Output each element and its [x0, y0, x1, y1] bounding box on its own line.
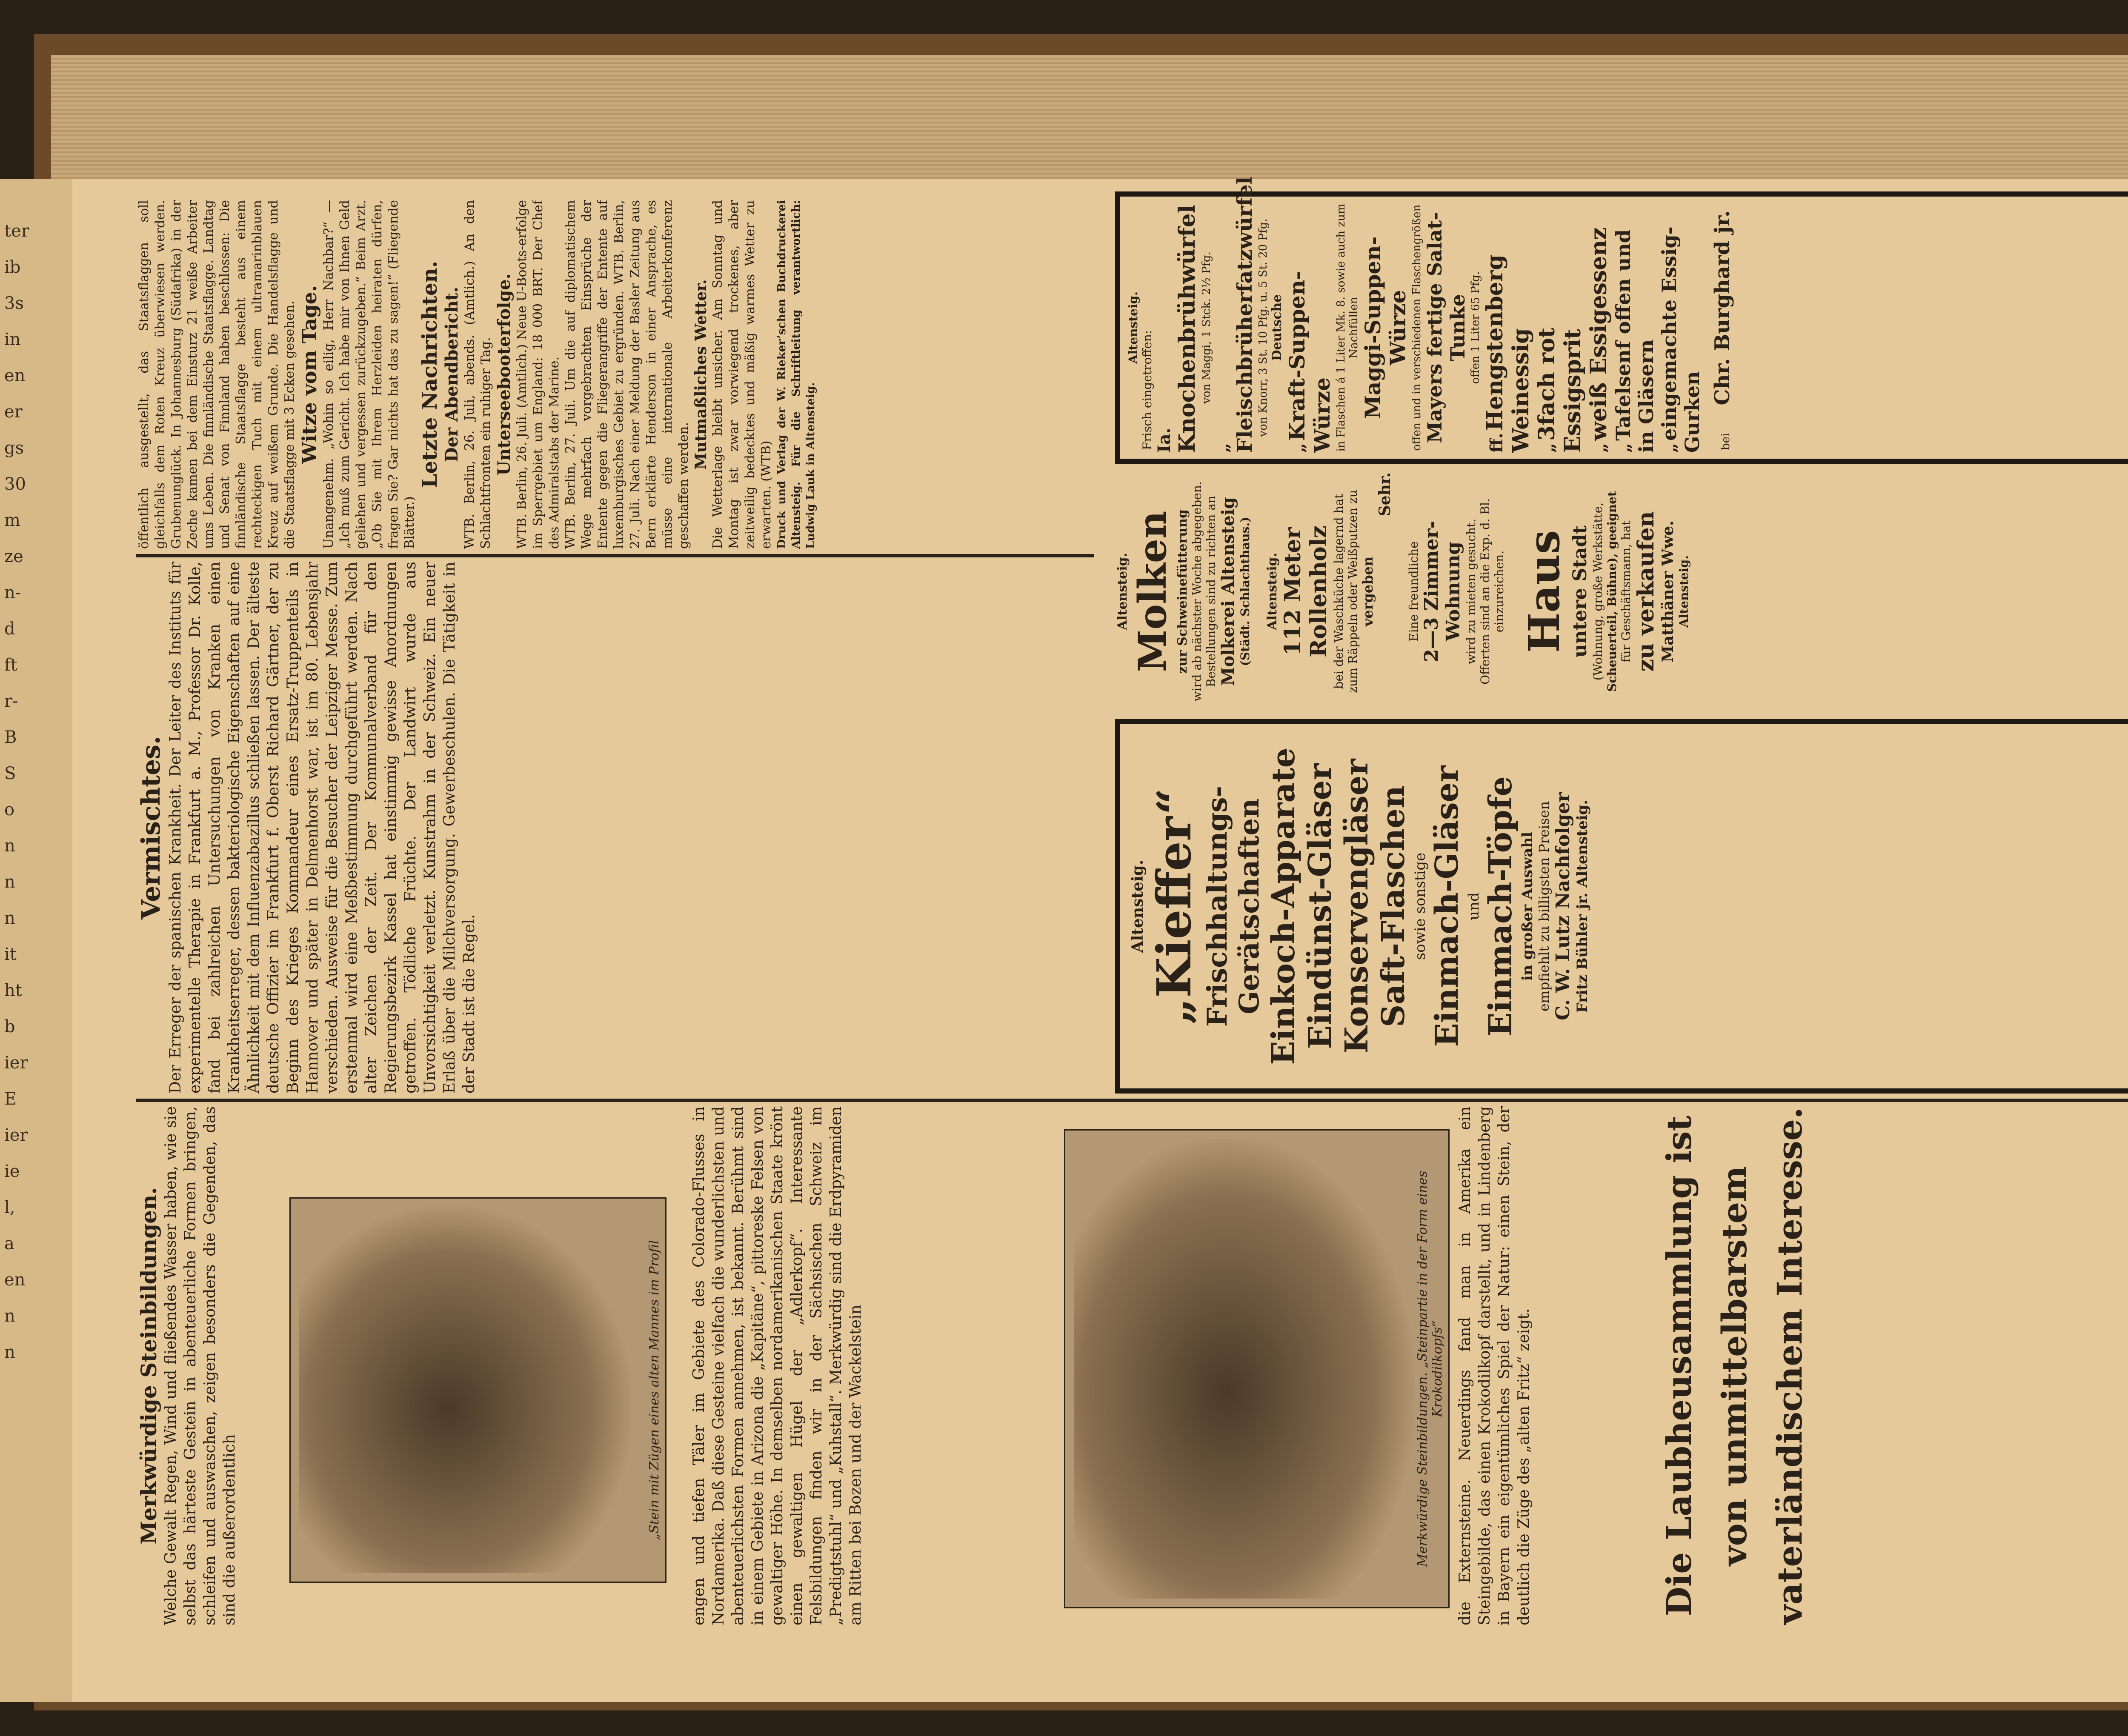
ad-burghard	[1115, 177, 2128, 464]
article-text-vermischtes: Der Erreger der spanischen Krankheit. Der Leiter des Instituts für experimentelle Therapie in Frankfurt a. M., Professor Dr. Kolle, fand bei zahlreichen Untersuchungen von Kranken einen Krankheitserreger, dessen bakteriologische Eigenschaften auf eine Ähnlichkeit mit dem Influenzabazillus schließen lassen. Der älteste deutsche Offizier im Frankfurt f. Oberst Richard Gärtner, der zu Beginn des Krieges Kommandeur eines Ersatz-Truppenteils in Hannover und später in Delmenhorst war, ist im 80. Lebensjahr verschieden. Ausweise für die Besucher der Leipziger Messe. Zum erstenmal wird eine Meßbestimmung durchgeführt werden. Nach alter Zeichen der Zeit. Der Kommunalverband für den Regierungsbezirk Kassel hat einstimmig gewisse Anordnungen getroffen. Tödliche Früchte. Der Landwirt wurde aus Unvorsichtigkeit verletzt. Kunstrahm in der Schweiz. Ein neuer Erlaß über die Milchversorgung. Gewerbeschulen. Die Tätigkeit in der Stadt ist die Regel.	[167, 562, 478, 1094]
laubheu-title: Die Laubheusammlung ist von unmittelbarstem vaterländischem Interesse.	[1659, 1107, 1810, 1625]
ad-line: wird ab nächster Woche abgegeben.	[1190, 481, 1204, 702]
abendbericht-title: Der Abendbericht.	[442, 286, 462, 463]
ad-line: Frischhaltungs-Gerätschaften	[1201, 785, 1265, 1027]
ad-line: einzureichen.	[1492, 550, 1506, 633]
ad-line: Konservengläser	[1339, 759, 1375, 1054]
article-flagge: öffentlich ausgestellt, das Staatsflaggen soll gleichfalls dem Roten Kreuz überwiesen werden. Grubenunglück. In Johannesburg (Südafrika) in der Zeche kamen bei dem Einsturz 21 weiße Arbeiter ums Leben. Die finnländische Staatsflagge. Landtag und Senat von Finnland haben beschlossen: Die finnländische Staatsflagge besteht aus einem rechteckigen Tuch mit einem ultramarinblauen Kreuz auf weißem Grunde. Die Handelsflagge und die Staatsflagge mit 3 Ecken gesehen.	[137, 200, 297, 549]
ad-seller: Chr. Burghard jr.	[1710, 210, 1734, 405]
article-title-steinbildungen: Merkwürdige Steinbildungen.	[136, 1187, 161, 1545]
ad-item: ff. Hengstenberg Weinessig	[1482, 254, 1534, 453]
column-rule	[136, 1099, 2128, 1102]
ad-place: Altensteig.	[1126, 291, 1140, 364]
ad-line: 2—3 Zimmer-	[1421, 521, 1442, 662]
ad-line: (Städt. Schlachthaus.)	[1238, 517, 1252, 666]
ad-line: sowie sonstige	[1412, 852, 1429, 960]
ad-item: „ weiß Essigessenz	[1586, 227, 1612, 453]
ad-title: 112 Meter Rollenholz	[1280, 525, 1332, 658]
news-title: Letzte Nachrichten.	[418, 260, 442, 488]
ad-line: Wohnung	[1442, 542, 1464, 641]
ad-item: „ 3fach rot Essigsprit	[1534, 327, 1586, 453]
column-rule	[136, 554, 1094, 557]
article-text-1: Welche Gewalt Regen, Wind und fließendes Wasser haben, wie sie selbst das härteste Gestein in abenteuerliche Formen bringen, schleifen und auswaschen, zeigen besonders die Gegenden, das sind die außerordentlich	[162, 1106, 238, 1625]
ad-item: Mayers fertige Salat-Tunke offen 1 Liter 65 Pfg.	[1423, 212, 1482, 443]
ad-seller-prefix: bei	[1719, 433, 1732, 450]
ad-line: und	[1465, 892, 1482, 920]
ad-line: Bestellungen sind zu richten an	[1204, 495, 1218, 688]
ad-seller2: Fritz Bühler jr. Altensteig.	[1574, 799, 1591, 1013]
ad-line: Altensteig.	[1677, 555, 1691, 628]
ad-holz	[1265, 472, 1394, 711]
ad-line: Saft-Flaschen	[1375, 785, 1412, 1028]
witze-title: Witze vom Tage.	[298, 285, 321, 464]
ad-place: Altensteig.	[1265, 552, 1280, 631]
ad-kieffer	[1115, 719, 2128, 1094]
imprint: Druck und Verlag der W. Rieker’schen Buchdruckerei Altensteig. Für die Schriftleitung verantwortlich: Ludwig Lauk in Altensteig.	[775, 200, 817, 549]
laubheu-notice	[1651, 1106, 1949, 1625]
ad-line: in großer Auswahl	[1519, 831, 1536, 981]
ad-item: „ Fleischbrüherfatzwürfel von Knorr, 3 St. 10 Pfg. u. 5 St. 20 Pfg.	[1213, 177, 1270, 453]
witze-text: Unangenehm. „Wohin so eilig, Herr Nachbar?“ — „Ich muß zum Gericht. Ich habe mir von Ihnen Geld geliehen und vergessen zurückzugeben.“ Beim Arzt. „Ob Sie mit Ihrem Herzleiden heiraten dürfen, fragen Sie? Gar nichts hat das zu sagen!“ (Fliegende Blätter.)	[321, 200, 417, 549]
ad-item: Maggi-Suppen-Würze offen und in verschiedenen Flaschengrößen	[1360, 204, 1423, 451]
ad-item: Deutsche	[1270, 294, 1284, 361]
caption-crocodile-rock: Merkwürdige Steinbildungen. „Steinpartie in der Form eines Krokodilkopfs“	[1415, 1171, 1445, 1567]
ad-line: für Geschäftsmann, hat	[1619, 520, 1633, 662]
ad-items	[1154, 177, 1704, 459]
ad-item: „ Kraft-Suppen-Würze in Flaschen á 1 Liter Mk. 8. sowie auch zum Nachfüllen	[1284, 203, 1360, 453]
caption-old-man-stone: „Stein mit Zügen eines alten Mannes im Profil	[647, 1240, 662, 1540]
ad-place: Altensteig.	[1115, 552, 1130, 631]
ad-footer: empfiehlt zu billigsten Preisen	[1536, 801, 1552, 1012]
article-title-vermischtes: Vermischtes.	[136, 736, 166, 919]
ad-title: Molken	[1130, 511, 1175, 672]
ad-line: vergeben	[1360, 556, 1376, 627]
facing-page-text: ter ib 3s in en er gs 30 m ze n- d ft r- B S o n n n it ht b ier E ier ie l, a en n n	[4, 221, 29, 1362]
ad-line: Scheuerteil, Bühne), geeignet	[1605, 491, 1619, 692]
ad-item: „ Tafelsenf offen und in Gläsern	[1612, 229, 1658, 453]
page-stack	[51, 55, 2128, 179]
ad-seller-block	[1710, 197, 1734, 459]
ad-haus	[1519, 472, 1691, 711]
illustration-image	[1074, 1139, 1414, 1599]
ad-place: Altensteig.	[1129, 859, 1147, 953]
ad-line: zu verkaufen	[1633, 511, 1659, 672]
ad-subtitle: untere Stadt	[1569, 525, 1591, 658]
ad-line: zur Schweinefütterung	[1175, 509, 1190, 674]
ad-wohnung	[1407, 472, 1506, 711]
uboot-text: WTB. Berlin, 26. Juli. (Amtlich.) Neue U-Boots-erfolge im Sperrgebiet um England: 18 000 BRT. Der Chef des Admiralstabs der Marine.	[515, 200, 562, 549]
ad-seller: C. W. Lutz Nachfolger	[1552, 792, 1574, 1021]
illustration-old-man-stone	[289, 1197, 666, 1583]
abendbericht-text: WTB. Berlin, 26. Juli, abends. (Amtlich.) An den Schlachtfronten ein ruhiger Tag.	[462, 200, 493, 549]
article-text-3: die Externsteine. Neuerdings fand man in Amerika ein Steingebilde, das einen Krokodilkopf darstellt, und in Lindenberg in Bayern ein eigentümliches Spiel der Natur: einen Stein, der deutlich die Züge des „alten Fritz“ zeigt.	[1456, 1106, 1533, 1625]
ad-line: (Wohnung, große Werkstätte,	[1591, 502, 1605, 681]
ad-line: Offerten sind an die Exp. d. Bl.	[1478, 498, 1492, 685]
ad-molken	[1115, 472, 1252, 711]
ad-line: wird zu mieten gesucht.	[1464, 518, 1478, 665]
uboot-title: Unterseebooterfolge.	[494, 273, 514, 476]
ad-line: Molkerei Altensteig	[1218, 497, 1238, 686]
ad-line: bei der Waschküche lagernd hat	[1332, 494, 1346, 689]
ad-intro: Frisch eingetroffen:	[1140, 330, 1154, 450]
column-steinbildungen-end	[1456, 1106, 1634, 1625]
column-vermischtes	[136, 562, 1094, 1094]
illustration-crocodile-rock	[1064, 1129, 1450, 1608]
column-nachrichten	[136, 200, 1107, 549]
ad-item: „ eingemachte Essig-Gurken	[1658, 226, 1704, 453]
wetter-text: Die Wetterlage bleibt unsicher. Am Sonntag und Montag ist zwar vorwiegend trockenes, aber zeitweilig bedecktes und mäßig warmes Wetter zu erwarten. (WTB)	[710, 200, 774, 549]
wetter-title: Mutmaßliches Wetter.	[692, 279, 710, 470]
ad-line: Eine freundliche	[1407, 541, 1421, 642]
column-steinbildungen-cont	[689, 1106, 1073, 1625]
ad-title: Haus	[1519, 530, 1569, 653]
small-ads	[1115, 472, 2128, 711]
ad-item: Ia. Knochenbrühwürfel von Maggi, 1 Stck. 2½ Pfg.	[1154, 205, 1213, 453]
ad-line: Einmach-Töpfe	[1482, 776, 1519, 1036]
ad-line: Matthäner Wwe.	[1659, 520, 1677, 662]
ad-line: Eindünst-Gläser	[1302, 763, 1339, 1049]
rotated-newspaper-content	[51, 179, 2128, 1702]
ad-line: Einkoch-Apparate	[1265, 748, 1302, 1065]
news-text: WTB. Berlin, 27. Juli. Um die auf diplomatischem Wege mehrfach vorgebrachten Einsprüche der Entente gegen die Fliegerangriffe der Entente auf luxemburgisches Gebiet zu ergründen. WTB. Berlin, 27. Juli. Nach einer Meldung der Basler Zeitung aus Bern erklärte Henderson in einer Ansprache, es müsse eine internationale Arbeiterkonferenz geschaffen werden.	[563, 200, 691, 549]
ad-line: Einmach-Gläser	[1429, 765, 1465, 1047]
illustration-image	[299, 1207, 631, 1573]
ad-line: zum Räppeln oder Weißputzen zu	[1346, 490, 1360, 693]
ad-line: Sehr.	[1376, 472, 1394, 517]
ad-brand: „Kieffer“	[1147, 788, 1201, 1025]
article-text-2: engen und tiefen Täler im Gebiete des Colorado-Flusses in Nordamerika. Daß diese Gesteine vielfach die wunderlichsten und abenteuerlichsten Formen annehmen, ist bekannt. Berühmt sind in einem Gebiete in Arizona die „Kapitäne“, pittoreske Felsen von gewaltiger Höhe. In demselben nordamerikanischen Staate krönt einen gewaltigen Hügel der „Adlerkopf“. Interessante Felsbildungen finden wir in der Sächsischen Schweiz im „Predigtstuhl“ und „Kuhstall“. Merkwürdig sind die Erdpyramiden am Ritten bei Bozen und der Wackelstein	[690, 1106, 864, 1625]
